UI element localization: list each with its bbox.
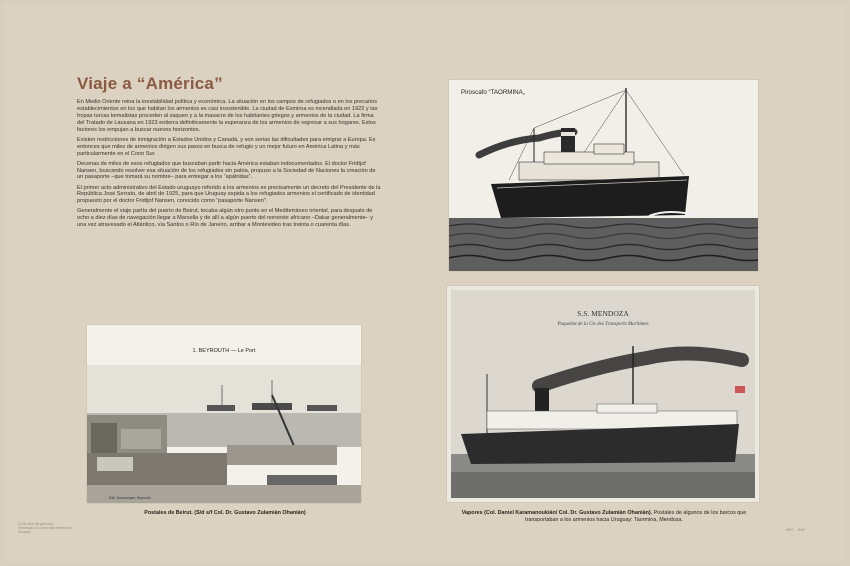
body-text	[77, 99, 382, 232]
mendoza-subtitle: Paquebot de la Cie des Transports Maritimes	[557, 322, 649, 327]
ships-caption-text: Postales de algunos de los barcos que transportaban a los armenios hacia Uruguay: Taormina, Mendoza.	[525, 510, 747, 523]
institution-logo: MEC	[786, 528, 794, 532]
ship-illustration	[449, 80, 758, 271]
taormina-label: Piroscafo “TAORMINA„	[461, 89, 525, 96]
taormina-postcard	[449, 80, 758, 271]
ship-photo	[447, 286, 759, 502]
beirut-publisher: Edit. Dourtamyan, Beyrouth	[109, 496, 151, 500]
beirut-caption	[96, 510, 354, 517]
ships-caption-bold: Vapores (Col. Daniel Karamanoukián/ Col. Dr. Gustavo Zulamián Ohanián).	[461, 510, 653, 516]
paragraph: Generalmente el viaje partía del puerto de Beirut, tocaba algún otro punto en el Mediterráneo oriental, para después de ocho a diez días de navegación llegar a Marsella y de allí a algún puerto del noroeste africano –Dakar generalmente– y una vez atravesado el Atlántico, vía Santos o Río de Janeiro, arribar a Montevideo tras treinta o cuarenta días.	[77, 208, 374, 229]
footer-line: Homenaje a la comunidad armenia en Uruguay	[18, 526, 72, 534]
beirut-caption-text: Postales de Beirut. (S/d s/f Col. Dr. Gustavo Zulamián Ohanián)	[144, 510, 306, 516]
mendoza-postcard	[447, 286, 759, 502]
footer-logos	[786, 527, 836, 533]
paragraph: Decenas de miles de esos refugiados que buscaban partir hacia América estaban indocumentados. El doctor Fridtjof Nansen, buscando resolver esa situación de los refugiados sin patria, propuso a la Sociedad de Naciones la creación de un pasaporte –que tomará su nombre– para entregar a los “apátridas”.	[77, 160, 376, 181]
beirut-postcard	[87, 325, 361, 503]
paragraph: El primer acto administrativo del Estado uruguayo referido a los armenios es precisamente un decreto del Presidente de la República José Serrato, de abril de 1925, para que Uruguay expida a los refugiados armenios el certificado de identidad propuesto por el doctor Fridtjof Nansen, conocido como “pasaporte Nansen”.	[77, 184, 381, 205]
mendoza-title: S.S. MENDOZA	[577, 309, 629, 318]
footer-line: A 100 años del genocidio	[18, 522, 54, 526]
page-title: Viaje a “América”	[77, 74, 223, 93]
port-photo	[87, 325, 361, 503]
institution-logo: IMM	[797, 528, 805, 532]
paragraph: En Medio Oriente reina la inestabilidad política y económica. La situación en los campos de refugiados o en los precarios establecimientos en los que habitan los armenios es casi insostenible. La ciudad de Esmirna es incendiada en 1922 y las tropas turcas kemalistas proceden al saqueo y a la masacre de los habitantes griegos y armenios de la ciudad. La firma del Tratado de Lausana en 1923 entierra definitivamente la esperanza de los armenios de regresar a sus hogares. Estos factores los empujan a buscar nuevos horizontes.	[77, 99, 378, 133]
paragraph: Existen restricciones de inmigración a Estados Unidos y Canadá, y son serias las dificultades para emigrar a Europa. Es entonces que miles de armenios dirigen sus pasos en busca de refugio y un mejor futuro en América Latina y más particularmente en el Cono Sur.	[77, 136, 376, 157]
footer-credit	[18, 522, 78, 534]
beirut-label: 1. BEYROUTH — Le Port	[192, 348, 256, 354]
ships-caption	[460, 510, 748, 524]
